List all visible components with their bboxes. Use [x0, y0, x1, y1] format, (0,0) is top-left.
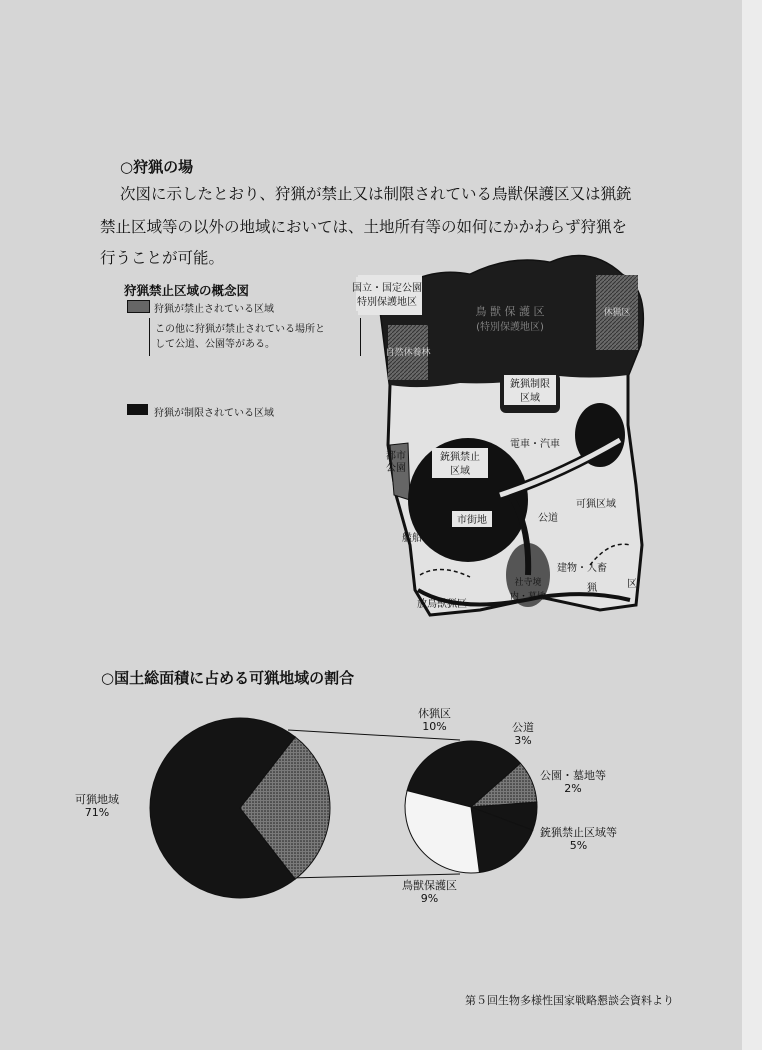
label-hunting-zone-2: 区 [627, 579, 637, 590]
main-pie [150, 718, 330, 898]
label-gun-banned-2: 区域 [450, 466, 470, 477]
label-park-value: 2% [564, 782, 582, 795]
label-kyuryo-name: 休猟区 [418, 707, 451, 720]
land-ratio-heading: ○国土総面積に占める可猟地域の割合 [101, 669, 355, 687]
label-hunting-zone-1: 猟 [587, 583, 597, 594]
label-sanctuary-left: 自然休養林 [385, 348, 431, 358]
label-kyuryo-value: 10% [422, 720, 447, 733]
legend-note-line-1: この他に狩猟が禁止されている場所と [155, 324, 325, 335]
legend-swatch-prohibited [127, 300, 150, 313]
concept-map [352, 245, 660, 620]
label-train: 電車・汽車 [510, 439, 560, 450]
label-national-park-2: 特別保護地区 [357, 297, 417, 308]
label-sanctuary-top-2: (特別保護地区) [476, 322, 544, 333]
label-warship: 艦船 [402, 533, 422, 544]
label-shrine-2: 内・墓地 [509, 592, 547, 602]
label-road-name: 公道 [512, 721, 534, 734]
label-gun-ban-value: 5% [569, 839, 588, 852]
label-road-value: 3% [514, 734, 532, 747]
hunting-place-heading: ○狩猟の場 [120, 158, 194, 176]
label-buildings: 建物・人畜 [557, 563, 607, 574]
label-park-name: 公園・墓地等 [540, 769, 606, 782]
label-national-park-1: 国立・国定公園 [352, 283, 422, 294]
detail-pie [405, 741, 537, 873]
main-label [75, 793, 119, 819]
legend-prohibited: 狩猟が禁止されている区域 [154, 304, 274, 315]
main-label-name: 可猟地域 [75, 793, 119, 806]
label-sanctuary-top-1: 鳥 獣 保 護 区 [475, 305, 545, 318]
label-hunting-area: 可猟区域 [576, 499, 616, 510]
label-city-park-1: 都市 [386, 451, 406, 462]
page-edge [742, 0, 762, 1050]
label-gun-restricted-2: 区域 [520, 393, 540, 404]
label-shrine-1: 社寺境 [514, 578, 542, 588]
label-sanctuary-name: 鳥獣保護区 [402, 879, 457, 892]
label-gun-restricted-1: 銃猟制限 [510, 379, 550, 390]
label-kyuryo [418, 707, 451, 733]
legend-note-line-2: して公道、公園等がある。 [155, 339, 275, 350]
label-park [540, 769, 606, 795]
label-sanctuary [402, 879, 457, 905]
label-town: 市街地 [457, 515, 487, 526]
label-road [512, 721, 534, 747]
concept-diagram-title: 狩猟禁止区域の概念図 [124, 283, 250, 298]
source-note: 第５回生物多様性国家戦略懇談会資料より [465, 994, 674, 1007]
label-public-road: 公道 [538, 513, 558, 524]
label-gun-banned-1: 銃猟禁止 [440, 452, 480, 463]
paragraph-line-1: 次図に示したとおり、狩猟が禁止又は制限されている鳥獣保護区又は猟銃 [120, 185, 632, 203]
label-sanctuary-right: 休猟区 [603, 308, 631, 318]
legend-swatch-restricted [127, 404, 148, 415]
main-label-value: 71% [84, 806, 110, 819]
paragraph-line-3: 行うことが可能。 [100, 249, 225, 267]
label-gun-ban [540, 826, 617, 852]
label-gun-ban-name: 銃猟禁止区域等 [540, 826, 617, 839]
label-release-area: 放鳥獣猟区 [417, 599, 467, 610]
label-city-park-2: 公園 [386, 463, 406, 474]
paragraph-line-2: 禁止区域等の以外の地域においては、土地所有等の如何にかかわらず狩猟を [100, 218, 628, 236]
label-sanctuary-value: 9% [420, 892, 439, 905]
legend-restricted: 狩猟が制限されている区域 [154, 408, 274, 419]
connector-bottom [288, 874, 460, 878]
